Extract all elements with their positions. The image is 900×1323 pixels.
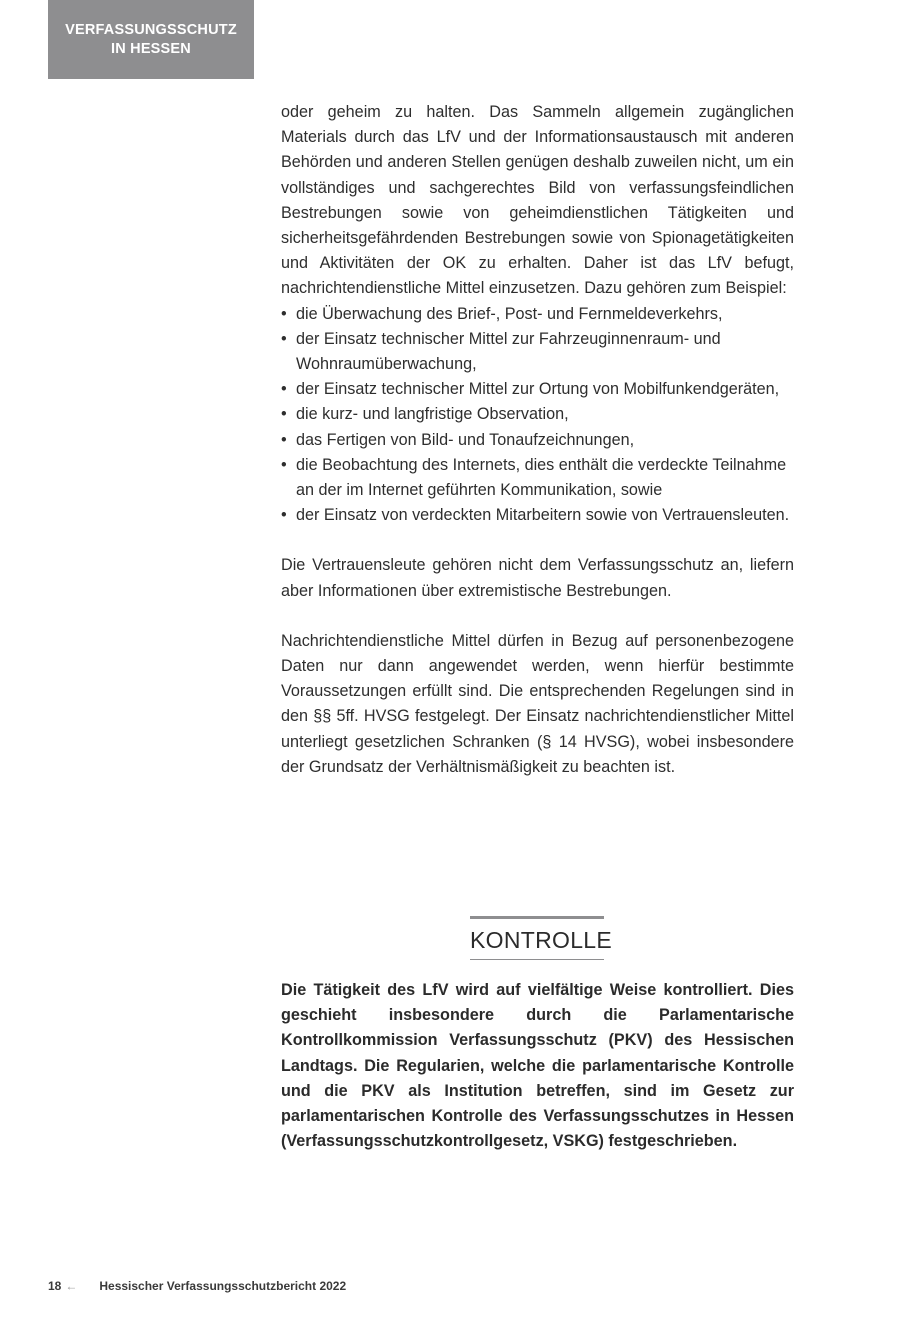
mittel-paragraph: Nachrichtendienstliche Mittel dürfen in Bezug auf personenbezogene Daten nur dann angewendet werden, wenn hierfür bestimmte Voraussetzungen erfüllt sind. Die entsprechenden Regelungen sind in den §§ 5ff. HVSG festgelegt. Der Einsatz nachrichtendienstlicher Mittel unterliegt gesetzlichen Schranken (§ 14 HVSG), wobei insbesondere der Grundsatz der Verhältnismäßigkeit zu beachten ist. [281, 631, 794, 776]
bullet-icon: • [281, 430, 287, 449]
list-item-text: die Überwachung des Brief-, Post- und Fernmeldeverkehrs, [296, 304, 723, 323]
section-heading-block [470, 916, 613, 960]
list-item [281, 503, 794, 528]
page-footer [48, 1276, 346, 1296]
vertrauensleute-paragraph: Die Vertrauensleute gehören nicht dem Verfassungsschutz an, liefern aber Informationen über extremistische Bestrebungen. [281, 556, 794, 600]
list-item [281, 453, 794, 503]
list-item [281, 377, 794, 402]
section-heading: KONTROLLE [470, 927, 613, 953]
bullet-list [281, 302, 794, 529]
list-item-text: das Fertigen von Bild- und Tonaufzeichnungen, [296, 430, 635, 449]
list-item [281, 428, 794, 453]
list-item [281, 327, 794, 377]
list-item-text: der Einsatz technischer Mittel zur Fahrzeuginnenraum- und Wohnraumüberwachung, [296, 329, 721, 374]
bullet-icon: • [281, 304, 287, 323]
list-item [281, 302, 794, 327]
page-number: 18 [48, 1279, 62, 1293]
bullet-icon: • [281, 380, 287, 399]
bullet-icon: • [281, 506, 287, 525]
bullet-icon: • [281, 405, 287, 424]
list-item [281, 402, 794, 427]
bullet-icon: • [281, 329, 287, 348]
footer-title: Hessischer Verfassungsschutzbericht 2022 [99, 1279, 347, 1293]
list-item-text: die Beobachtung des Internets, dies enthält die verdeckte Teilnahme an der im Internet geführten Kommunikation, sowie [296, 455, 787, 500]
bullet-icon: • [281, 455, 287, 474]
section-lead-paragraph: Die Tätigkeit des LfV wird auf vielfältige Weise kontrolliert. Dies geschieht insbesondere durch die Parlamentarische Kontrollkommission Verfassungsschutz (PKV) des Hessischen Landtags. Die Regularien, welche die parlamentarische Kontrolle und die PKV als Institution betreffen, sind im Gesetz zur parlamentarischen Kontrolle des Verfassungsschutzes in Hessen (Verfassungsschutzkontrollgesetz, VSKG) festgeschrieben. [281, 981, 794, 1151]
heading-rule-bottom [470, 959, 604, 960]
list-item-text: der Einsatz von verdeckten Mitarbeitern sowie von Vertrauensleuten. [296, 506, 790, 525]
list-item-text: der Einsatz technischer Mittel zur Ortung von Mobilfunkendgeräten, [296, 380, 780, 399]
header-tab-line2: IN HESSEN [111, 40, 191, 57]
back-arrow-icon[interactable]: ← [65, 1279, 78, 1293]
main-content [281, 100, 794, 780]
header-tab [48, 0, 254, 79]
header-tab-line1: VERFASSUNGSSCHUTZ [65, 21, 237, 38]
list-item-text: die kurz- und langfristige Observation, [296, 405, 569, 424]
intro-paragraph: oder geheim zu halten. Das Sammeln allgemein zugänglichen Materials durch das LfV und der Informationsaustausch mit anderen Behörden und anderen Stellen genügen deshalb zuweilen nicht, um ein vollständiges und sachgerechtes Bild von verfassungsfeindlichen Bestrebungen sowie von geheimdienstlichen Tätigkeiten und sicherheitsgefährdenden Bestrebungen sowie von Spionagetätigkeiten und Aktivitäten der OK zu erhalten. Daher ist das LfV befugt, nachrichtendienstliche Mittel einzusetzen. Dazu gehören zum Beispiel: [281, 103, 794, 298]
